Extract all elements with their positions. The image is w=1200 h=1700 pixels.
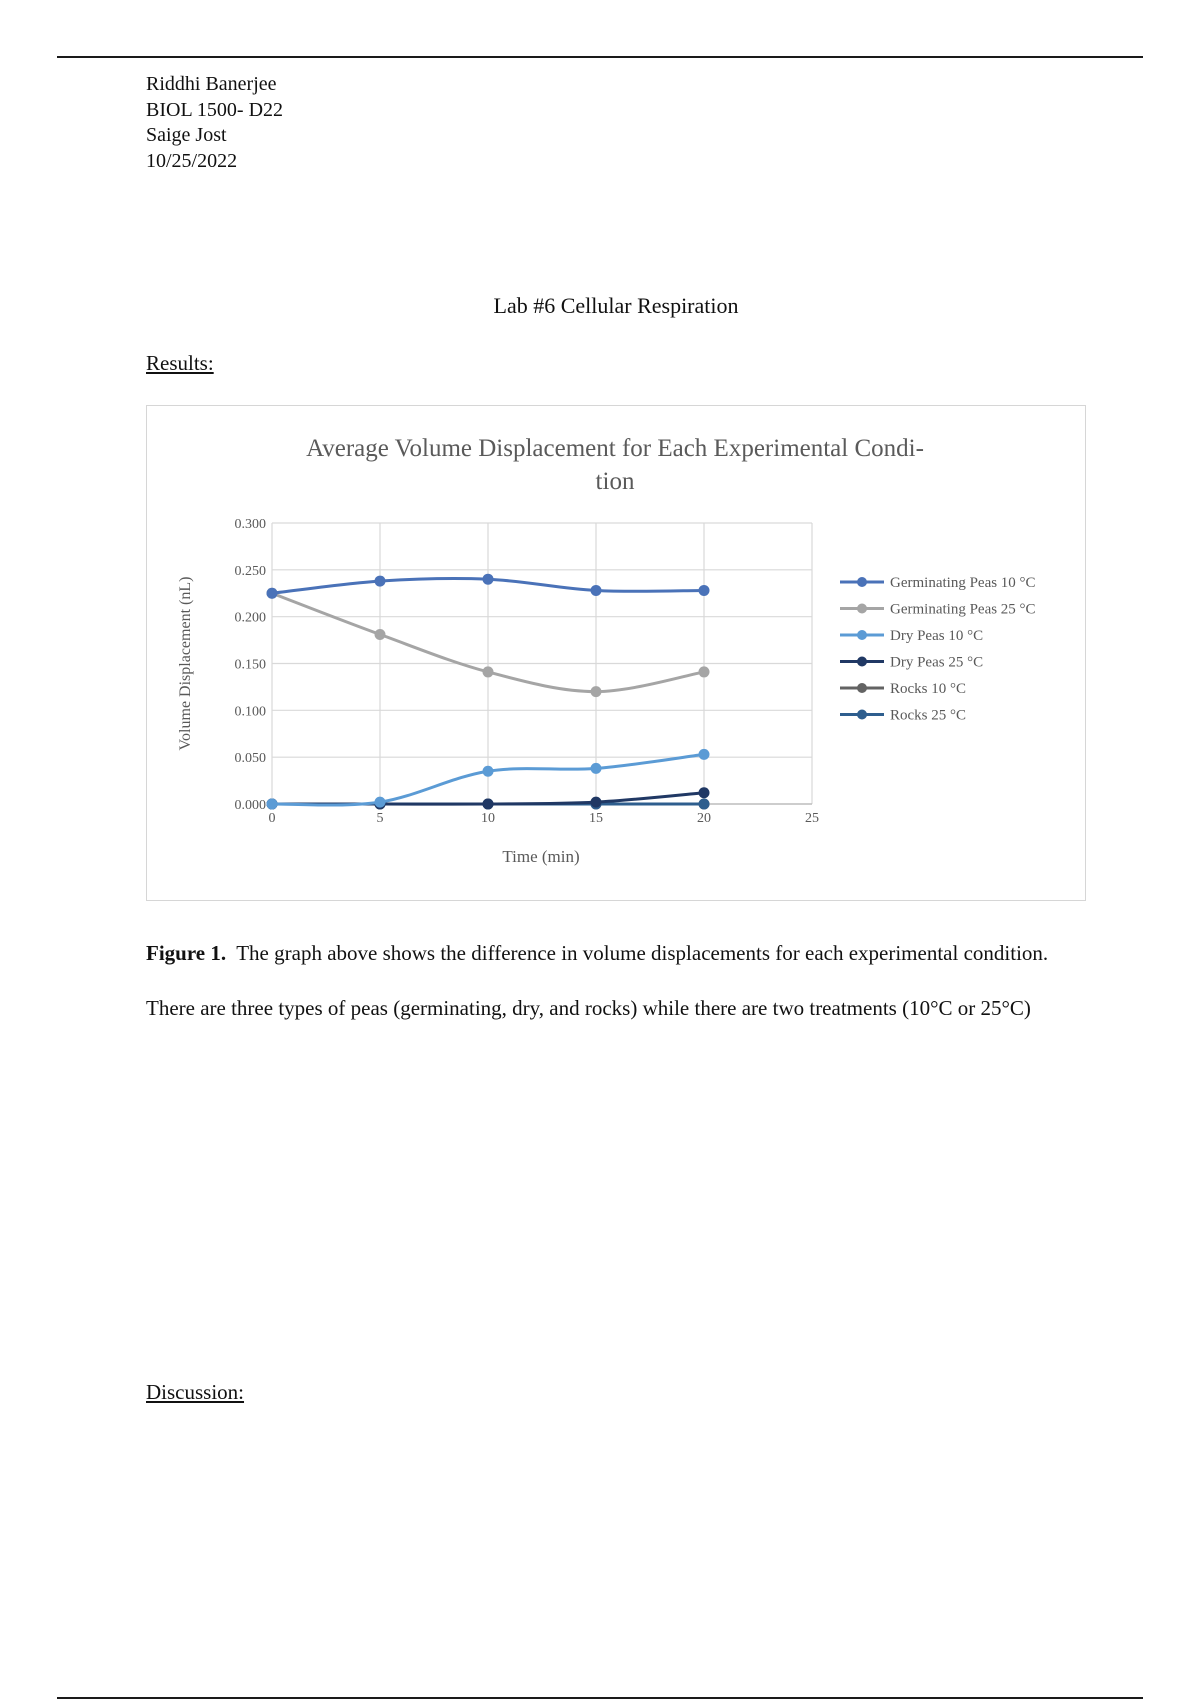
top-rule: [57, 56, 1143, 58]
x-tick-label: 25: [805, 811, 819, 826]
x-tick-label: 10: [481, 811, 495, 826]
legend-label-dry-peas-10-c: Dry Peas 10 °C: [890, 628, 984, 644]
y-tick-label: 0.300: [234, 517, 266, 532]
data-point-dry-peas-10-c: [591, 763, 602, 774]
data-point-dry-peas-10-c: [483, 766, 494, 777]
data-point-germinating-peas-25-c: [375, 629, 386, 640]
figure-caption: [146, 926, 1096, 1036]
data-point-dry-peas-10-c: [699, 749, 710, 760]
chart-container: [146, 405, 1086, 901]
partner-name: Saige Jost: [146, 124, 227, 146]
legend-swatch-marker-germinating-peas-10-c: [857, 577, 867, 587]
y-tick-label: 0.150: [234, 657, 266, 673]
x-tick-label: 20: [697, 811, 711, 826]
y-tick-label: 0.100: [234, 704, 266, 720]
chart-title-line: tion: [595, 468, 635, 495]
legend-swatch-marker-germinating-peas-25-c: [857, 604, 867, 614]
data-point-germinating-peas-10-c: [591, 585, 602, 596]
data-point-germinating-peas-25-c: [699, 666, 710, 677]
report-date: 10/25/2022: [146, 149, 238, 172]
y-tick-label: 0.000: [234, 798, 266, 813]
x-axis-label: Time (min): [502, 847, 580, 866]
y-axis-label: Volume Displacement (nL): [177, 576, 194, 751]
y-tick-label: 0.250: [234, 563, 266, 579]
course-code: BIOL 1500- D22: [146, 98, 284, 121]
x-tick-label: 15: [589, 811, 603, 826]
data-point-germinating-peas-10-c: [699, 585, 710, 596]
legend-label-dry-peas-25-c: Dry Peas 25 °C: [890, 654, 984, 671]
y-tick-label: 0.050: [234, 751, 266, 767]
data-point-dry-peas-10-c: [375, 797, 386, 808]
data-point-dry-peas-25-c: [483, 799, 494, 810]
legend-label-rocks-10-c: Rocks 10 °C: [890, 681, 967, 697]
legend-swatch-marker-dry-peas-10-c: [857, 630, 867, 640]
x-tick-label: 0: [268, 811, 276, 826]
author-name: Riddhi Banerjee: [146, 73, 277, 95]
data-point-dry-peas-25-c: [699, 787, 710, 798]
header-block: [146, 72, 283, 174]
data-point-dry-peas-25-c: [591, 797, 602, 808]
legend-label-germinating-peas-10-c: Germinating Peas 10 °C: [890, 575, 1036, 591]
data-point-rocks-25-c: [699, 799, 710, 810]
data-point-germinating-peas-10-c: [375, 576, 386, 587]
caption-text: The graph above shows the difference in volume displacements for each experimental condition. There are three types of peas (germinating, dry, and rocks) while there are two treatments (10°C or 25°C): [146, 941, 1049, 1020]
document-title: Lab #6 Cellular Respiration: [493, 293, 739, 318]
legend-label-germinating-peas-25-c: Germinating Peas 25 °C: [890, 601, 1036, 618]
line-chart: [147, 406, 1084, 899]
y-tick-label: 0.200: [234, 610, 266, 626]
legend-swatch-marker-rocks-10-c: [857, 683, 867, 693]
data-point-dry-peas-10-c: [267, 799, 278, 810]
bottom-rule: [57, 1697, 1143, 1699]
chart-title-line: Average Volume Displacement for Each Experimental Condi-: [306, 435, 924, 462]
results-heading: Results:: [146, 351, 214, 375]
x-tick-label: 5: [376, 811, 384, 826]
legend-swatch-marker-rocks-25-c: [857, 710, 867, 720]
legend-label-rocks-25-c: Rocks 25 °C: [890, 707, 967, 724]
data-point-germinating-peas-25-c: [483, 666, 494, 677]
caption-label: Figure 1.: [146, 941, 227, 965]
legend-swatch-marker-dry-peas-25-c: [857, 657, 867, 667]
data-point-germinating-peas-25-c: [591, 686, 602, 697]
discussion-heading: Discussion:: [146, 1380, 245, 1404]
data-point-germinating-peas-10-c: [267, 588, 278, 599]
data-point-germinating-peas-10-c: [483, 574, 494, 585]
